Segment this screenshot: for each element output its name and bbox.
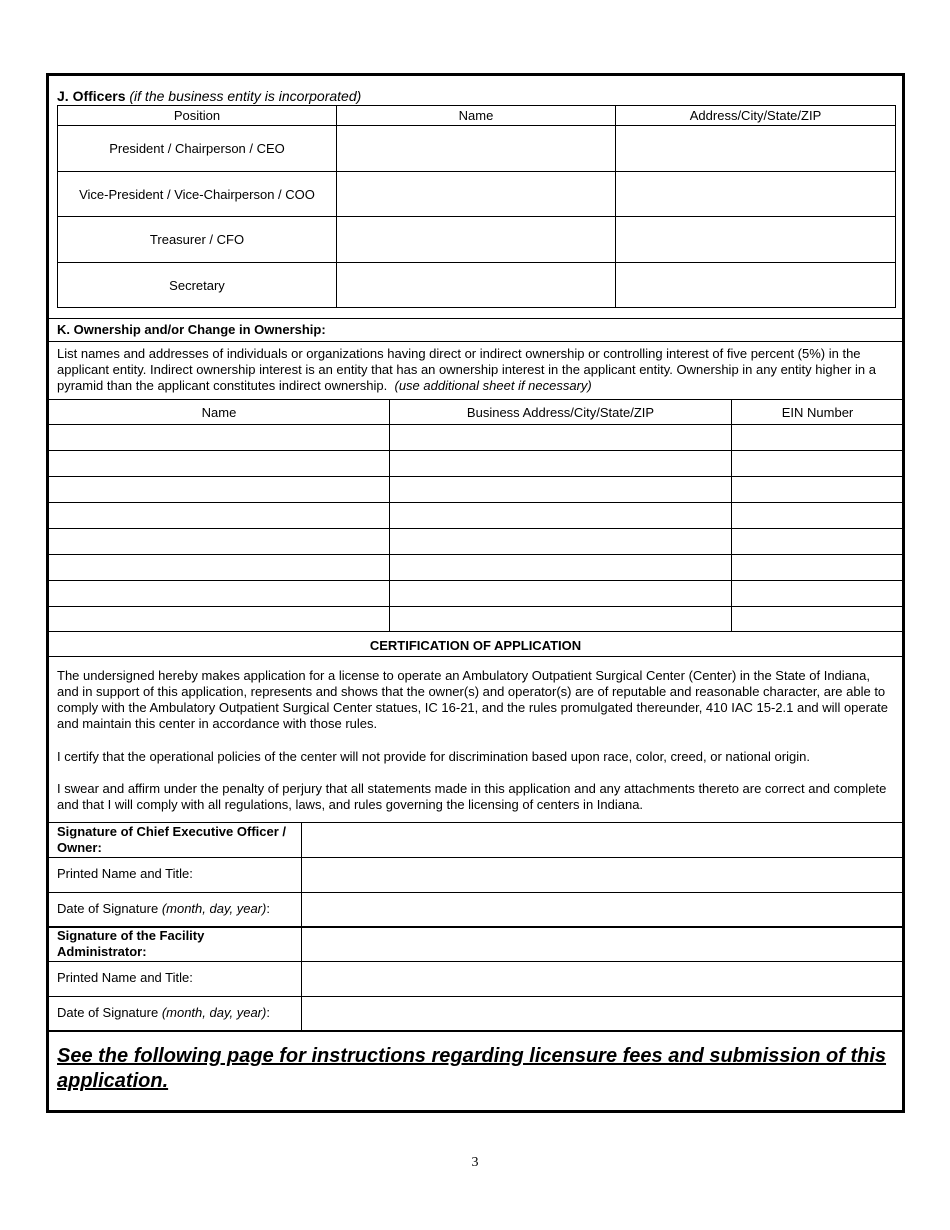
officers-header-position: Position <box>58 106 337 126</box>
divider <box>49 318 902 319</box>
ownership-header-ein: EIN Number <box>732 400 904 425</box>
owner-name-field[interactable] <box>49 581 390 607</box>
ownership-row <box>49 451 904 477</box>
ownership-row <box>49 555 904 581</box>
officer-address-field[interactable] <box>616 172 896 217</box>
owner-address-field[interactable] <box>390 503 732 529</box>
officers-table <box>57 105 896 308</box>
owner-address-field[interactable] <box>390 425 732 451</box>
ownership-table <box>48 399 904 632</box>
owner-address-field[interactable] <box>390 555 732 581</box>
ownership-row <box>49 503 904 529</box>
ceo-printed-name-field[interactable] <box>302 858 902 892</box>
date-colon: : <box>266 901 270 916</box>
certification-paragraph-1: The undersigned hereby makes application for a license to operate an Ambulatory Outpatient Surgical Center (Center) in the State of Indiana, and in support of this application, represents and shows that the owner(s) and operator(s) are of reputable and reasonable character, are able to comply with the Ambulatory Outpatient Surgical Center statues, IC 16-21, and the rules promulgated thereunder, 410 IAC 15-2.1 and will operate and maintain this center in accordance with those rules. <box>57 668 889 731</box>
officer-row <box>58 126 896 172</box>
owner-ein-field[interactable] <box>732 529 904 555</box>
owner-address-field[interactable] <box>390 581 732 607</box>
owner-ein-field[interactable] <box>732 581 904 607</box>
owner-name-field[interactable] <box>49 529 390 555</box>
ownership-header-name: Name <box>49 400 390 425</box>
owner-ein-field[interactable] <box>732 477 904 503</box>
officer-row <box>58 263 896 308</box>
owner-name-field[interactable] <box>49 451 390 477</box>
owner-ein-field[interactable] <box>732 555 904 581</box>
date-label-text: Date of Signature <box>57 1005 159 1020</box>
officer-address-field[interactable] <box>616 263 896 308</box>
date-label-text: Date of Signature <box>57 901 159 916</box>
officer-name-field[interactable] <box>337 217 616 263</box>
divider <box>49 341 902 342</box>
owner-ein-field[interactable] <box>732 425 904 451</box>
divider <box>49 656 902 657</box>
certification-title: CERTIFICATION OF APPLICATION <box>369 638 582 653</box>
date-hint: (month, day, year) <box>161 901 267 916</box>
section-j-subtitle: (if the business entity is incorporated) <box>129 88 362 104</box>
section-k-title: K. Ownership and/or Change in Ownership: <box>57 322 326 337</box>
owner-ein-field[interactable] <box>732 451 904 477</box>
owner-ein-field[interactable] <box>732 503 904 529</box>
administrator-date-field[interactable] <box>302 997 902 1030</box>
officer-name-field[interactable] <box>337 126 616 172</box>
ownership-row <box>49 477 904 503</box>
owner-name-field[interactable] <box>49 607 390 632</box>
ceo-signature-field[interactable] <box>302 823 902 857</box>
owner-address-field[interactable] <box>390 477 732 503</box>
divider <box>49 1030 902 1032</box>
ceo-signature-label: Signature of Chief Executive Officer / Owner: <box>57 824 286 855</box>
administrator-printed-name-label: Printed Name and Title: <box>57 970 193 985</box>
owner-name-field[interactable] <box>49 503 390 529</box>
administrator-date-label <box>57 1005 270 1021</box>
ownership-row <box>49 581 904 607</box>
ceo-date-label <box>57 901 270 917</box>
officer-address-field[interactable] <box>616 217 896 263</box>
section-k-description <box>57 346 893 394</box>
administrator-signature-field[interactable] <box>302 928 902 961</box>
officer-address-field[interactable] <box>616 126 896 172</box>
officer-position: Treasurer / CFO <box>58 217 337 263</box>
owner-address-field[interactable] <box>390 607 732 632</box>
ownership-header-row <box>49 400 904 425</box>
ceo-printed-name-label: Printed Name and Title: <box>57 866 193 881</box>
date-hint: (month, day, year) <box>161 1005 267 1020</box>
section-k-description-text: List names and addresses of individuals or organizations having direct or indirect ownership or controlling interest of five percent (5%) in the applicant entity. Indirect ownership interest is an entity that has an ownership interest in the applicant entity. Ownership in any entity higher in a pyramid than the applicant constitutes indirect ownership. <box>57 346 876 393</box>
owner-address-field[interactable] <box>390 451 732 477</box>
officers-header-row <box>58 106 896 126</box>
officer-row <box>58 217 896 263</box>
ownership-row <box>49 425 904 451</box>
application-form-frame <box>46 73 905 1113</box>
officer-position: Vice-President / Vice-Chairperson / COO <box>58 172 337 217</box>
owner-name-field[interactable] <box>49 477 390 503</box>
administrator-printed-name-field[interactable] <box>302 962 902 996</box>
officer-row <box>58 172 896 217</box>
ownership-row <box>49 529 904 555</box>
administrator-signature-label: Signature of the Facility Administrator: <box>57 928 205 959</box>
owner-address-field[interactable] <box>390 529 732 555</box>
officers-header-address: Address/City/State/ZIP <box>616 106 896 126</box>
officer-name-field[interactable] <box>337 172 616 217</box>
owner-name-field[interactable] <box>49 555 390 581</box>
officers-header-name: Name <box>337 106 616 126</box>
certification-paragraph-3: I swear and affirm under the penalty of perjury that all statements made in this application and any attachments thereto are correct and complete and that I will comply with all regulations, laws, and rules governing the licensing of centers in Indiana. <box>57 781 887 812</box>
certification-paragraph-2: I certify that the operational policies of the center will not provide for discrimination based upon race, color, creed, or national origin. <box>57 749 810 764</box>
ceo-date-field[interactable] <box>302 893 902 926</box>
officer-position: President / Chairperson / CEO <box>58 126 337 172</box>
section-k-note: (use additional sheet if necessary) <box>394 378 592 393</box>
officer-name-field[interactable] <box>337 263 616 308</box>
ownership-header-address: Business Address/City/State/ZIP <box>390 400 732 425</box>
ownership-row <box>49 607 904 632</box>
page-number: 3 <box>471 1155 479 1170</box>
footer-instructions-note: See the following page for instructions regarding licensure fees and submission of this application. <box>57 1045 887 1092</box>
section-j-heading <box>57 88 361 104</box>
officer-position: Secretary <box>58 263 337 308</box>
owner-ein-field[interactable] <box>732 607 904 632</box>
date-colon: : <box>266 1005 270 1020</box>
owner-name-field[interactable] <box>49 425 390 451</box>
section-j-title: J. Officers <box>57 88 126 104</box>
